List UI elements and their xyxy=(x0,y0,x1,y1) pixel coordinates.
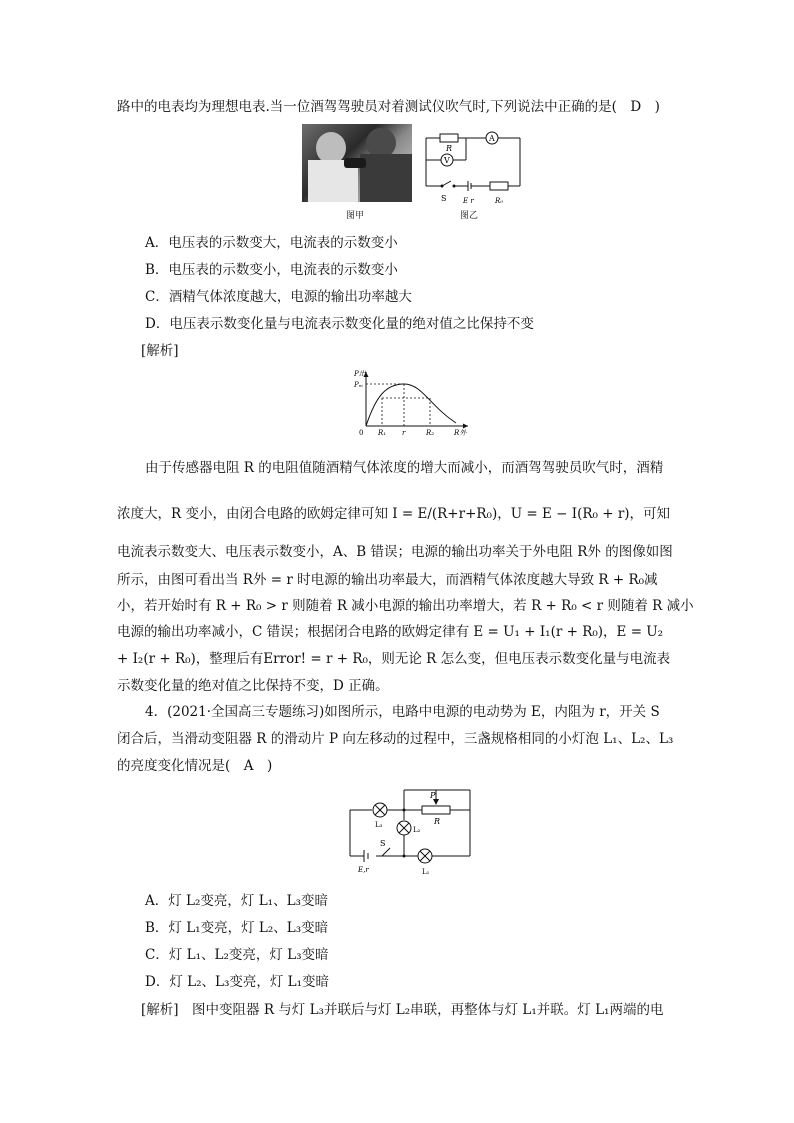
graph-x-label: R外 xyxy=(454,429,467,437)
q4-option-a: A．灯 L₂变亮，灯 L₁、L₃变暗 xyxy=(145,893,328,909)
q4-stem-line-2: 闭合后，当滑动变阻器 R 的滑动片 P 向左移动的过程中，三盏规格相同的小灯泡 L₁、L₂、L₃ xyxy=(117,731,674,747)
circuit-b-r-label: R xyxy=(446,144,453,153)
analysis-line-2: 浓度大，R 变小，由闭合电路的欧姆定律可知 I = E/(R+r+R₀)，U = E − I(R₀ + r)，可知 xyxy=(117,506,671,522)
q4-source-label: E,r xyxy=(358,866,369,874)
graph-r1-label: R₁ xyxy=(378,429,387,437)
analysis-line-7: + I₂(r + R₀)，整理后有Error! = r + R₀，则无论 R 怎么变，但电压表示数变化量与电流表 xyxy=(117,651,671,667)
circuit-diagram-q4 xyxy=(342,786,480,878)
q4-option-b: B．灯 L₁变亮，灯 L₂、L₃变暗 xyxy=(145,920,329,936)
q4-slider-label: P xyxy=(430,791,436,800)
q4-rheostat-label: R xyxy=(434,817,441,826)
graph-pm-label: Pₘ xyxy=(354,381,364,389)
analysis-line-3: 电流表示数变大、电压表示数变小，A、B 错误；电源的输出功率关于外电阻 R外 的图像如图 xyxy=(117,544,673,560)
graph-r2-label: R₂ xyxy=(426,429,435,437)
q4-l2-label: L₂ xyxy=(413,826,421,834)
analysis-line-5: 小，若开始时有 R + R₀ > r 则随着 R 减小电源的输出功率增大，若 R + R₀ < r 则随着 R 减小 xyxy=(117,598,694,614)
breathalyzer-photo xyxy=(302,124,412,202)
q4-switch-label: S xyxy=(380,839,386,848)
q4-analysis-line: [解析] 图中变阻器 R 与灯 L₃并联后与灯 L₂串联，再整体与灯 L₁并联。灯 L₁两端的电 xyxy=(141,1002,664,1018)
q4-l1-label: L₁ xyxy=(422,868,430,876)
q4-l3-label: L₃ xyxy=(375,821,383,829)
fig-b-caption: 图乙 xyxy=(460,211,479,221)
q4-stem-line-3: 的亮度变化情况是( A ) xyxy=(117,758,273,774)
power-output-graph xyxy=(346,366,476,438)
graph-origin-label: 0 xyxy=(359,429,364,437)
q3-option-c: C．酒精气体浓度越大，电源的输出功率越大 xyxy=(145,289,412,305)
circuit-b-r0-label: R₀ xyxy=(495,197,504,205)
analysis-line-1: 由于传感器电阻 R 的电阻值随酒精气体浓度的增大而减小，而酒驾驾驶员吹气时，酒精 xyxy=(145,460,664,476)
q4-stem-line-1: 4．(2021·全国高三专题练习)如图所示，电路中电源的电动势为 E，内阻为 r，开关 S xyxy=(145,704,660,720)
q3-intro: 路中的电表均为理想电表.当一位酒驾驾驶员对着测试仪吹气时,下列说法中正确的是( D ) xyxy=(117,99,660,115)
q3-option-b: B．电压表的示数变小，电流表的示数变小 xyxy=(145,262,398,278)
fig-a-caption: 图甲 xyxy=(346,211,365,221)
circuit-b-source-label: E r xyxy=(463,197,474,205)
graph-r-label: r xyxy=(402,429,406,437)
analysis-line-6: 电源的输出功率减小，C 错误；根据闭合电路的欧姆定律有 E = U₁ + I₁(r + R₀)，E = U₂ xyxy=(117,624,664,640)
circuit-b-switch-label: S xyxy=(441,194,447,203)
q3-option-d: D．电压表示数变化量与电流表示数变化量的绝对值之比保持不变 xyxy=(145,316,534,332)
analysis-line-4: 所示，由图可看出当 R外 = r 时电源的输出功率最大，而酒精气体浓度越大导致 R + R₀减 xyxy=(117,572,658,588)
graph-y-label: P出 xyxy=(354,370,366,378)
analysis-line-8: 示数变化量的绝对值之比保持不变，D 正确。 xyxy=(117,678,389,694)
circuit-diagram-b xyxy=(418,124,528,210)
q4-option-c: C．灯 L₁、L₂变亮，灯 L₃变暗 xyxy=(145,947,329,963)
q3-analysis-tag: [解析] xyxy=(141,343,179,359)
voltmeter-label: V xyxy=(444,156,450,165)
q4-option-d: D．灯 L₂、L₃变亮，灯 L₁变暗 xyxy=(145,974,330,990)
ammeter-label: A xyxy=(489,134,495,143)
q3-option-a: A．电压表的示数变大，电流表的示数变小 xyxy=(145,235,398,251)
